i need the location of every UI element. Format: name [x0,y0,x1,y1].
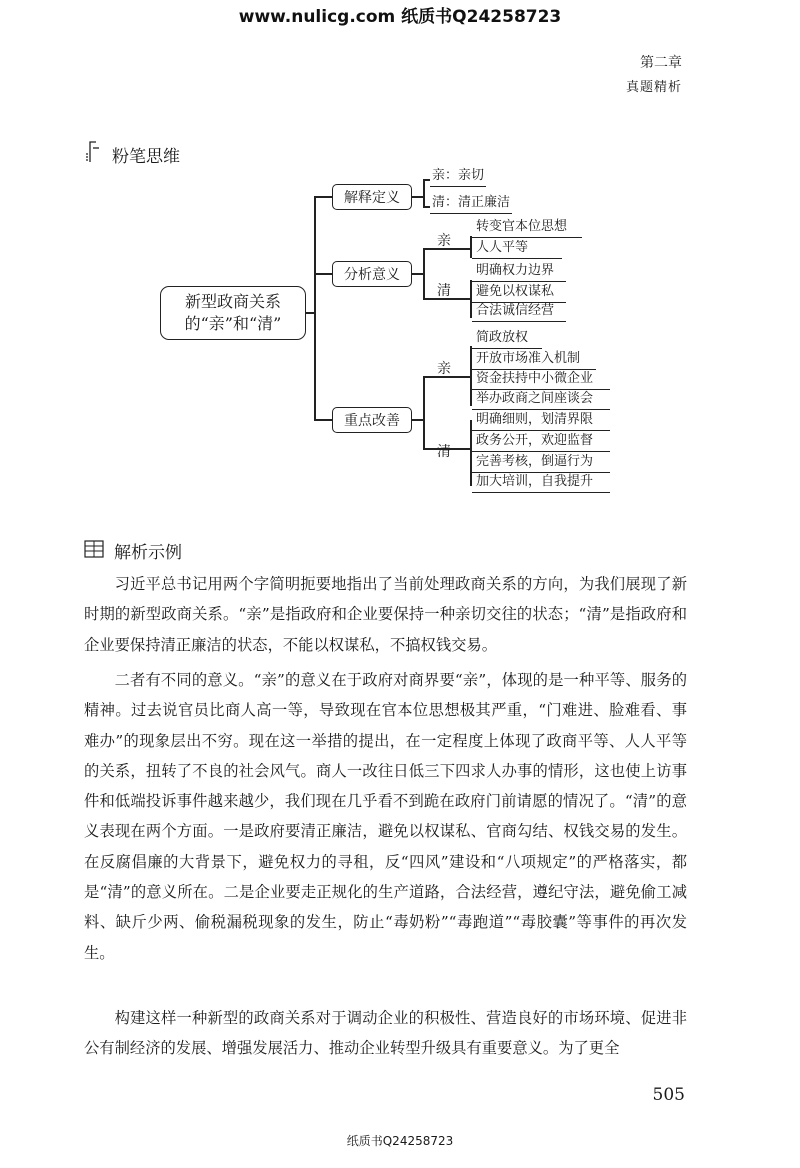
body-paragraph: 习近平总书记用两个字简明扼要地指出了当前处理政商关系的方向，为我们展现了新时期的新型政商关系。“亲”是指政府和企业要保持一种亲切交往的状态；“清”是指政府和企业要保持清正廉洁的状态，不能以权谋私，不搞权钱交易。 [84,575,687,654]
branch-significance: 分析意义 [332,261,412,287]
leaf-improvement-qin: 举办政商之间座谈会 [472,389,610,410]
leaf-significance-qing: 明确权力边界 [472,261,566,282]
leaf-improvement-qing: 加大培训，自我提升 [472,472,610,493]
label-significance-qin: 亲 [437,233,451,249]
section-title: 解析示例 [114,543,182,563]
document-icon [84,540,104,562]
body-paragraph: 二者有不同的意义。“亲”的意义在于政府对商界要“亲”，体现的是一种平等、服务的精神。过去说官员比商人高一等，导致现在官本位思想极其严重，“门难进、脸难看、事难办”的现象层出不穷。现在这一举措的提出，在一定程度上体现了政商平等、人人平等的关系，扭转了不良的社会风气。商人一改往日低三下四求人办事的情形，这也使上访事件和低端投诉事件越来越少，我们现在几乎看不到跪在政府门前请愿的情况了。“清”的意义表现在两个方面。一是政府要清正廉洁，避免以权谋私、官商勾结、权钱交易的发生。在反腐倡廉的大背景下，避免权力的寻租，反“四风”建设和“八项规定”的严格落实，都是“清”的意义所在。二是企业要走正规化的生产道路，合法经营，遵纪守法，避免偷工减料、缺斤少两、偷税漏税现象的发生，防止“毒奶粉”“毒跑道”“毒胶囊”等事件的再次发生。 [84,671,687,962]
subchapter-label: 真题精析 [625,80,682,95]
mindmap-root-line1: 新型政商关系 [184,292,281,311]
leaf-definition-qin: 亲：亲切 [430,166,486,187]
leaf-significance-qing: 合法诚信经营 [472,301,566,322]
mindmap-root [160,286,306,340]
chapter-label: 第二章 [640,55,682,71]
leaf-improvement-qin: 简政放权 [472,328,542,349]
label-significance-qing: 清 [437,283,451,299]
leaf-definition-qing: 清：清正廉洁 [430,193,512,214]
label-improvement-qing: 清 [437,444,451,460]
leaf-significance-qin: 人人平等 [472,238,562,259]
mindmap-root-line2: 的“亲”和“清” [184,314,282,333]
leaf-improvement-qing: 明确细则，划清界限 [472,410,610,431]
label-improvement-qin: 亲 [437,361,451,377]
section-title: 粉笔思维 [112,146,180,167]
bottom-watermark: 纸质书Q24258723 [346,1134,454,1148]
mind-map [0,0,800,520]
leaf-improvement-qing: 政务公开，欢迎监督 [472,431,610,452]
section-heading-analysis [84,538,182,563]
leaf-improvement-qin: 开放市场准入机制 [472,349,596,370]
leaf-improvement-qin: 资金扶持中小微企业 [472,369,610,390]
leaf-significance-qing: 避免以权谋私 [472,282,566,303]
leaf-significance-qin: 转变官本位思想 [472,217,582,238]
branch-definition: 解释定义 [332,184,412,210]
branch-improvement: 重点改善 [332,407,412,433]
top-watermark: www.nulicg.com 纸质书Q24258723 [238,7,562,27]
body-paragraph: 构建这样一种新型的政商关系对于调动企业的积极性、营造良好的市场环境、促进非公有制经济的发展、增强发展活力、推动企业转型升级具有重要意义。为了更全 [84,1009,687,1058]
page-number: 505 [652,1085,685,1105]
leaf-improvement-qing: 完善考核，倒逼行为 [472,452,610,473]
